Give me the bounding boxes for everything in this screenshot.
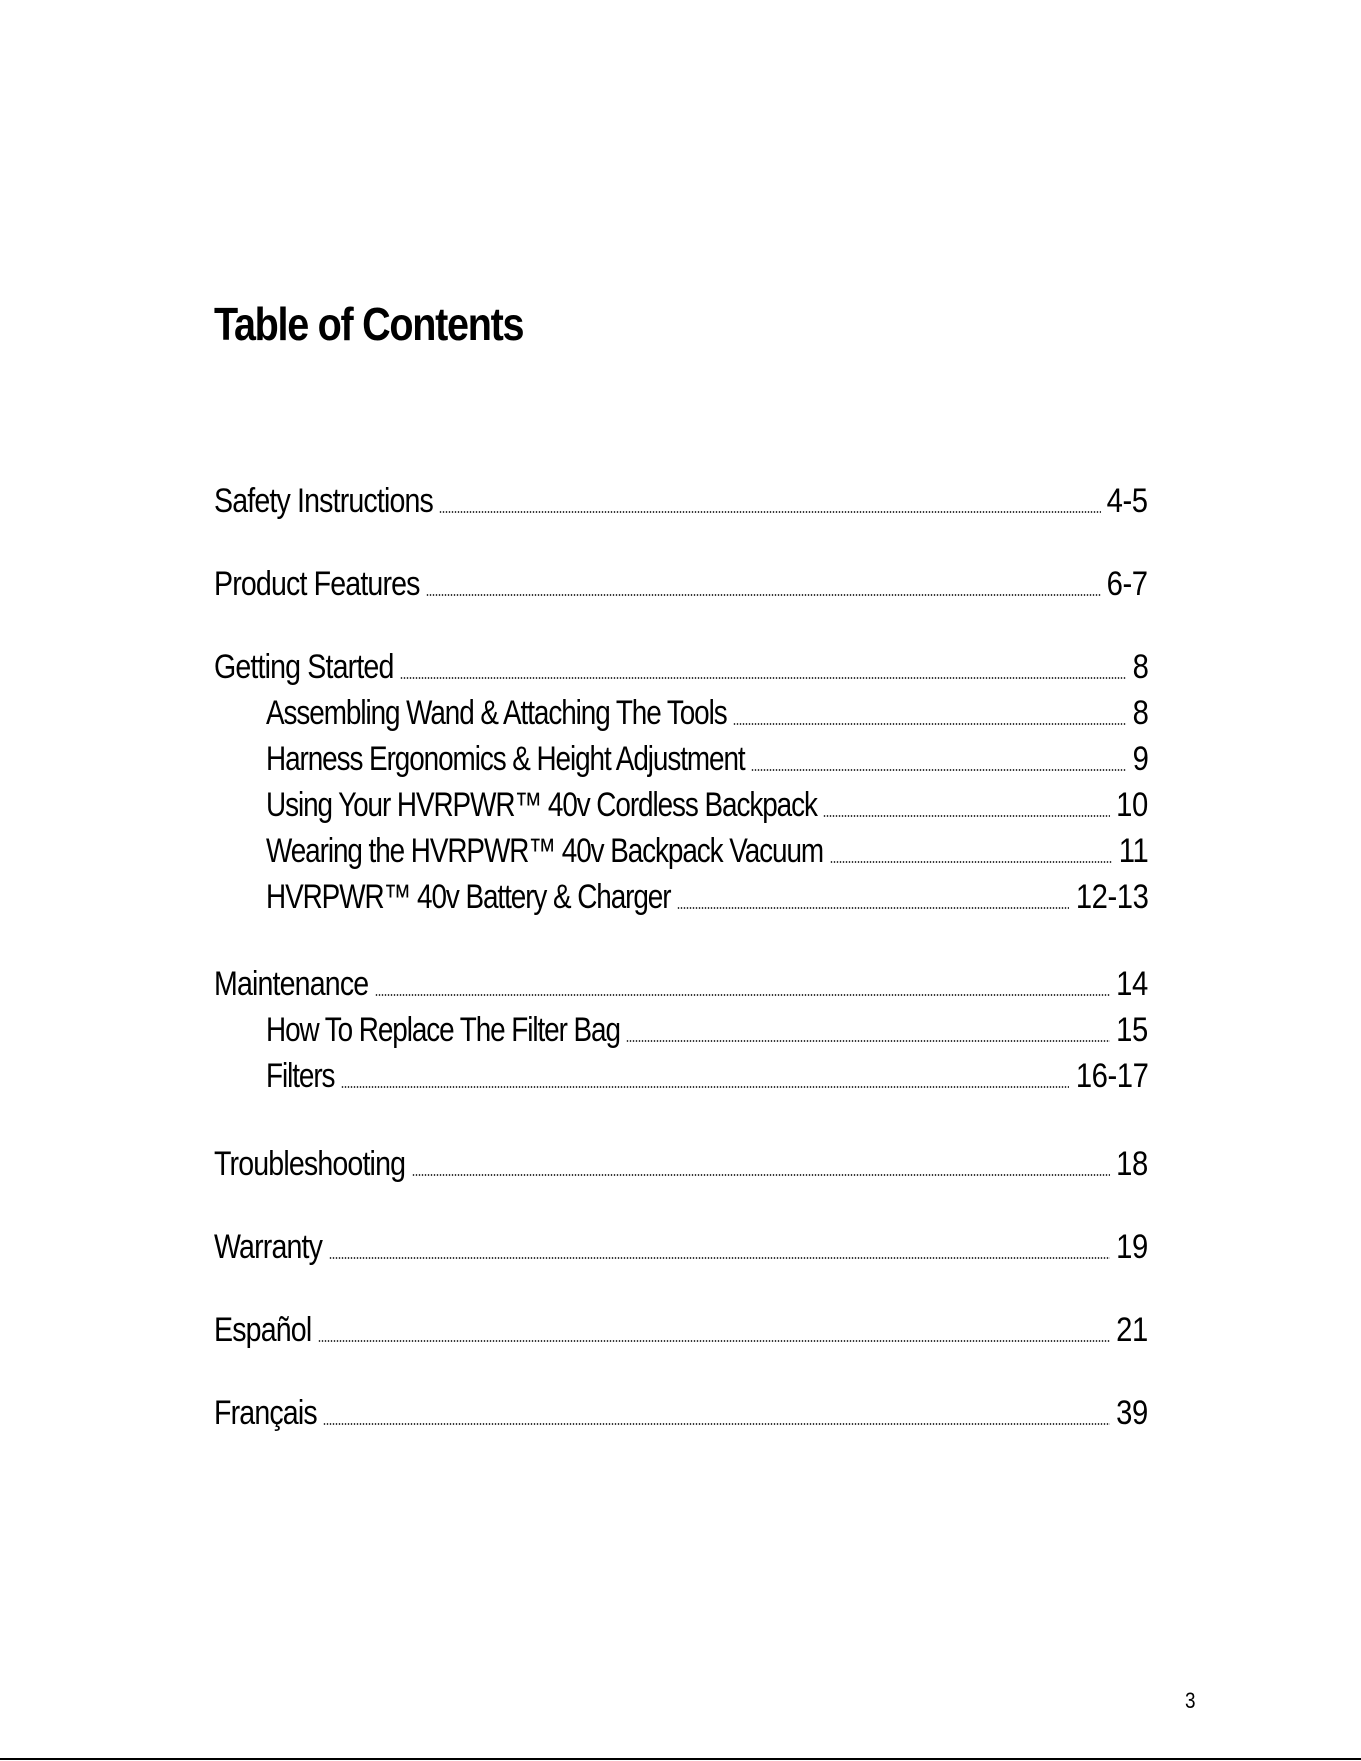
toc-dot-leader	[426, 594, 1101, 596]
toc-entry-wearing-the-hvrpwr[interactable]	[266, 828, 1148, 874]
toc-entry-label: How To Replace The Filter Bag	[266, 1011, 620, 1049]
toc-dot-leader	[341, 1086, 1069, 1088]
toc-entry-label: Maintenance	[214, 965, 369, 1003]
toc-entry-label: HVRPWR™ 40v Battery & Charger	[266, 878, 671, 916]
toc-entry-battery-charger[interactable]	[266, 874, 1148, 920]
toc-entry-label: Harness Ergonomics & Height Adjustment	[266, 740, 745, 778]
toc-entry-page: 6-7	[1107, 565, 1148, 603]
toc-dot-leader	[733, 723, 1126, 725]
toc-entry-page: 8	[1132, 648, 1148, 686]
toc-entry-safety-instructions[interactable]	[214, 478, 1148, 524]
toc-entry-page: 16-17	[1075, 1057, 1148, 1095]
toc-entry-page: 14	[1116, 965, 1148, 1003]
toc-entry-page: 4-5	[1107, 482, 1148, 520]
toc-entry-troubleshooting[interactable]	[214, 1141, 1148, 1187]
toc-entry-label: Filters	[266, 1057, 335, 1095]
toc-entry-warranty[interactable]	[214, 1224, 1148, 1270]
toc-entry-label: Assembling Wand & Attaching The Tools	[266, 694, 727, 732]
toc-entry-getting-started[interactable]	[214, 644, 1148, 690]
toc-entry-label: Safety Instructions	[214, 482, 433, 520]
toc-entry-label: Warranty	[214, 1228, 323, 1266]
toc-dot-leader	[830, 861, 1112, 863]
toc-entry-filters[interactable]	[266, 1053, 1148, 1099]
toc-entry-label: Troubleshooting	[214, 1145, 406, 1183]
toc-entry-replace-filter-bag[interactable]	[266, 1007, 1148, 1053]
toc-entry-page: 39	[1116, 1394, 1148, 1432]
toc-dot-leader	[439, 511, 1101, 513]
toc-entry-label: Getting Started	[214, 648, 394, 686]
toc-dot-leader	[329, 1257, 1110, 1259]
toc-entry-page: 15	[1116, 1011, 1148, 1049]
toc-entry-page: 9	[1132, 740, 1148, 778]
toc-dot-leader	[823, 815, 1110, 817]
bottom-rule	[0, 1758, 1361, 1760]
toc-entry-page: 8	[1132, 694, 1148, 732]
page-number: 3	[1185, 1688, 1196, 1713]
toc-entry-page: 10	[1116, 786, 1148, 824]
toc-entry-label: Product Features	[214, 565, 420, 603]
toc-entry-label: Wearing the HVRPWR™ 40v Backpack Vacuum	[266, 832, 824, 870]
toc-entry-page: 21	[1116, 1311, 1148, 1349]
toc-entry-label: Español	[214, 1311, 312, 1349]
page-title: Table of Contents	[214, 298, 524, 350]
toc-dot-leader	[400, 677, 1126, 679]
toc-entry-francais[interactable]	[214, 1390, 1148, 1436]
toc-dot-leader	[677, 907, 1069, 909]
toc-dot-leader	[318, 1340, 1110, 1342]
toc-dot-leader	[751, 769, 1126, 771]
toc-entry-page: 12-13	[1075, 878, 1148, 916]
toc-entry-maintenance[interactable]	[214, 961, 1148, 1007]
toc-entry-harness-ergonomics[interactable]	[266, 736, 1148, 782]
toc-entry-page: 11	[1118, 832, 1148, 870]
toc-entry-label: Français	[214, 1394, 317, 1432]
toc-entry-page: 19	[1116, 1228, 1148, 1266]
toc-entry-espanol[interactable]	[214, 1307, 1148, 1353]
toc-entry-assembling-wand[interactable]	[266, 690, 1148, 736]
toc-entry-product-features[interactable]	[214, 561, 1148, 607]
toc-entry-using-your-hvrpwr[interactable]	[266, 782, 1148, 828]
toc-entry-page: 18	[1116, 1145, 1148, 1183]
toc-dot-leader	[412, 1174, 1110, 1176]
toc-entry-label: Using Your HVRPWR™ 40v Cordless Backpack	[266, 786, 817, 824]
toc-dot-leader	[626, 1040, 1110, 1042]
toc-dot-leader	[323, 1423, 1110, 1425]
toc-dot-leader	[375, 994, 1110, 996]
